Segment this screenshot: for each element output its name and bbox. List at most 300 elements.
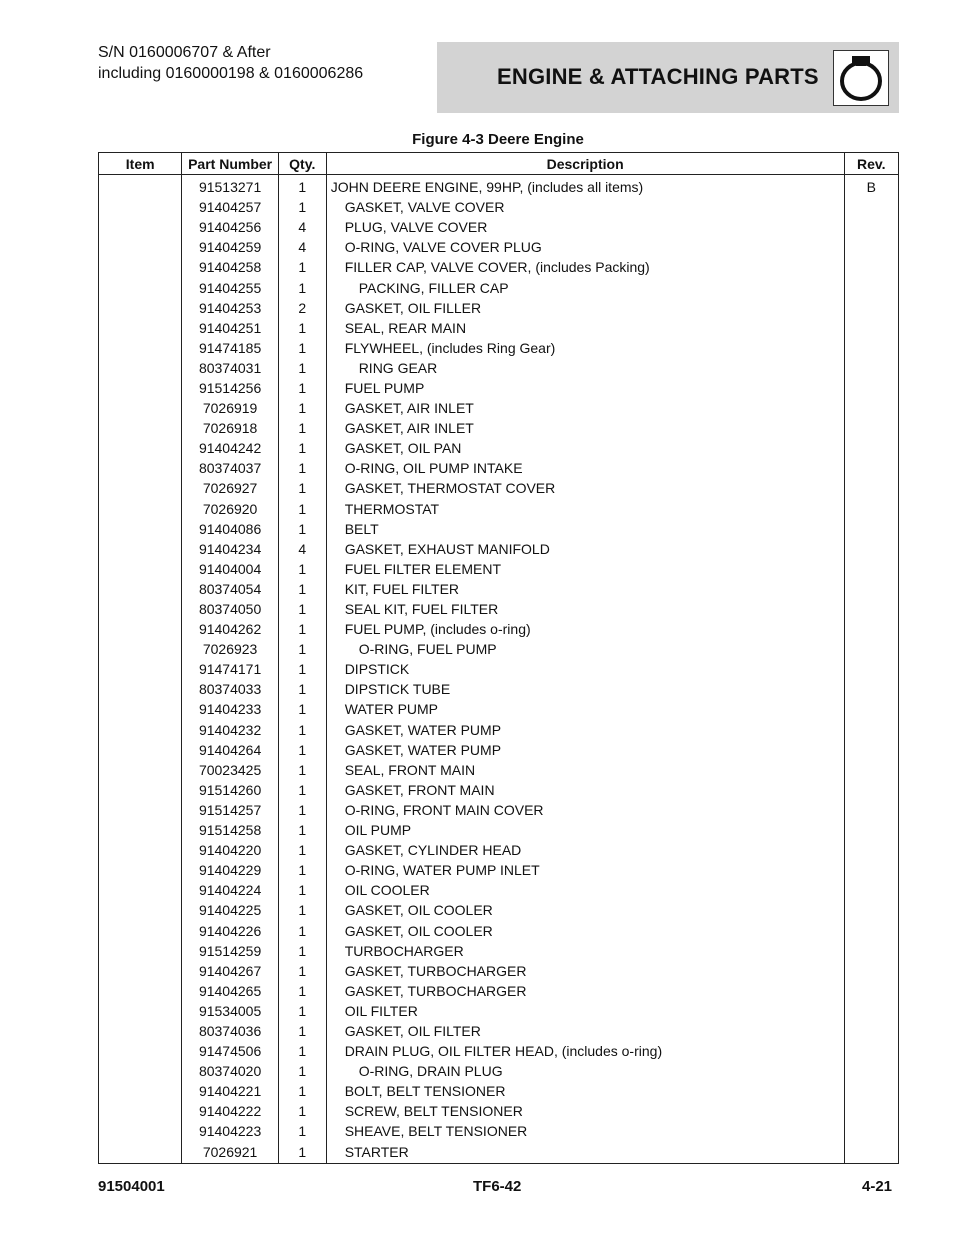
revision-cell <box>844 820 898 840</box>
part-number-cell: 80374054 <box>182 579 279 599</box>
table-row <box>99 720 899 740</box>
quantity-cell: 1 <box>278 941 326 961</box>
item-cell <box>99 780 182 800</box>
part-number-cell: 7026921 <box>182 1142 279 1164</box>
part-number-cell: 91404258 <box>182 257 279 277</box>
quantity-cell: 4 <box>278 237 326 257</box>
part-number-cell: 91404234 <box>182 539 279 559</box>
item-cell <box>99 478 182 498</box>
column-header-qty: Qty. <box>278 153 326 175</box>
item-cell <box>99 679 182 699</box>
description-cell: BOLT, BELT TENSIONER <box>326 1081 844 1101</box>
revision-cell <box>844 699 898 719</box>
description-cell: SCREW, BELT TENSIONER <box>326 1101 844 1121</box>
description-cell: GASKET, TURBOCHARGER <box>326 981 844 1001</box>
part-number-cell: 91404256 <box>182 217 279 237</box>
quantity-cell: 1 <box>278 619 326 639</box>
description-cell: GASKET, OIL COOLER <box>326 900 844 920</box>
item-cell <box>99 237 182 257</box>
revision-cell <box>844 740 898 760</box>
part-number-cell: 80374037 <box>182 458 279 478</box>
revision-cell <box>844 981 898 1001</box>
quantity-cell: 1 <box>278 860 326 880</box>
section-title: ENGINE & ATTACHING PARTS <box>497 64 819 89</box>
description-cell: FUEL FILTER ELEMENT <box>326 559 844 579</box>
revision-cell <box>844 840 898 860</box>
revision-cell <box>844 257 898 277</box>
item-cell <box>99 820 182 840</box>
table-row <box>99 1021 899 1041</box>
revision-cell <box>844 298 898 318</box>
part-number-cell: 91514258 <box>182 820 279 840</box>
description-cell: SHEAVE, BELT TENSIONER <box>326 1121 844 1141</box>
item-cell <box>99 619 182 639</box>
description-cell: GASKET, VALVE COVER <box>326 197 844 217</box>
quantity-cell: 1 <box>278 880 326 900</box>
description-cell: O-RING, FRONT MAIN COVER <box>326 800 844 820</box>
quantity-cell: 1 <box>278 1081 326 1101</box>
item-cell <box>99 378 182 398</box>
item-cell <box>99 941 182 961</box>
quantity-cell: 1 <box>278 438 326 458</box>
table-row <box>99 519 899 539</box>
part-number-cell: 91404220 <box>182 840 279 860</box>
table-row <box>99 900 899 920</box>
revision-cell <box>844 418 898 438</box>
part-number-cell: 91514256 <box>182 378 279 398</box>
description-cell: THERMOSTAT <box>326 499 844 519</box>
parts-table <box>98 152 899 1164</box>
part-number-cell: 91404229 <box>182 860 279 880</box>
revision-cell <box>844 539 898 559</box>
serial-number-info <box>98 42 363 84</box>
quantity-cell: 1 <box>278 639 326 659</box>
part-number-cell: 91404226 <box>182 920 279 940</box>
revision-cell <box>844 1101 898 1121</box>
quantity-cell: 1 <box>278 840 326 860</box>
part-number-cell: 80374036 <box>182 1021 279 1041</box>
revision-cell <box>844 519 898 539</box>
description-cell: GASKET, OIL FILLER <box>326 298 844 318</box>
part-number-cell: 91404225 <box>182 900 279 920</box>
table-row <box>99 338 899 358</box>
quantity-cell: 1 <box>278 1142 326 1164</box>
quantity-cell: 1 <box>278 358 326 378</box>
part-number-cell: 91404223 <box>182 1121 279 1141</box>
description-cell: GASKET, EXHAUST MANIFOLD <box>326 539 844 559</box>
column-header-item: Item <box>99 153 182 175</box>
table-row <box>99 880 899 900</box>
item-cell <box>99 318 182 338</box>
quantity-cell: 1 <box>278 1041 326 1061</box>
part-number-cell: 91404224 <box>182 880 279 900</box>
quantity-cell: 1 <box>278 579 326 599</box>
part-number-cell: 7026923 <box>182 639 279 659</box>
table-row <box>99 277 899 297</box>
revision-cell <box>844 237 898 257</box>
revision-cell <box>844 760 898 780</box>
table-row <box>99 981 899 1001</box>
table-row <box>99 237 899 257</box>
part-number-cell: 91474506 <box>182 1041 279 1061</box>
revision-cell <box>844 860 898 880</box>
item-cell <box>99 175 182 198</box>
table-row <box>99 499 899 519</box>
item-cell <box>99 338 182 358</box>
item-cell <box>99 699 182 719</box>
item-cell <box>99 920 182 940</box>
item-cell <box>99 1001 182 1021</box>
quantity-cell: 1 <box>278 981 326 1001</box>
part-number-cell: 7026919 <box>182 398 279 418</box>
part-number-cell: 91404264 <box>182 740 279 760</box>
part-number-cell: 91514260 <box>182 780 279 800</box>
description-cell: GASKET, OIL COOLER <box>326 920 844 940</box>
quantity-cell: 1 <box>278 277 326 297</box>
table-row <box>99 800 899 820</box>
description-cell: FUEL PUMP, (includes o-ring) <box>326 619 844 639</box>
item-cell <box>99 458 182 478</box>
part-number-cell: 91534005 <box>182 1001 279 1021</box>
description-cell: DIPSTICK <box>326 659 844 679</box>
table-row <box>99 920 899 940</box>
description-cell: O-RING, VALVE COVER PLUG <box>326 237 844 257</box>
part-number-cell: 91404259 <box>182 237 279 257</box>
table-row <box>99 458 899 478</box>
table-row <box>99 820 899 840</box>
part-number-cell: 91404267 <box>182 961 279 981</box>
item-cell <box>99 760 182 780</box>
item-cell <box>99 277 182 297</box>
revision-cell <box>844 318 898 338</box>
description-cell: SEAL, REAR MAIN <box>326 318 844 338</box>
quantity-cell: 1 <box>278 559 326 579</box>
item-cell <box>99 519 182 539</box>
table-row <box>99 599 899 619</box>
item-cell <box>99 900 182 920</box>
table-row <box>99 438 899 458</box>
table-row <box>99 418 899 438</box>
quantity-cell: 1 <box>278 418 326 438</box>
quantity-cell: 1 <box>278 900 326 920</box>
revision-cell <box>844 1061 898 1081</box>
part-number-cell: 91514259 <box>182 941 279 961</box>
description-cell: O-RING, FUEL PUMP <box>326 639 844 659</box>
revision-cell <box>844 358 898 378</box>
part-number-cell: 80374033 <box>182 679 279 699</box>
revision-cell <box>844 1001 898 1021</box>
quantity-cell: 1 <box>278 458 326 478</box>
revision-cell <box>844 1081 898 1101</box>
table-row <box>99 659 899 679</box>
item-cell <box>99 559 182 579</box>
part-number-cell: 91404262 <box>182 619 279 639</box>
column-header-rev: Rev. <box>844 153 898 175</box>
quantity-cell: 1 <box>278 720 326 740</box>
part-number-cell: 91474171 <box>182 659 279 679</box>
table-row <box>99 217 899 237</box>
quantity-cell: 1 <box>278 398 326 418</box>
engine-icon <box>833 50 889 106</box>
quantity-cell: 1 <box>278 780 326 800</box>
revision-cell <box>844 679 898 699</box>
quantity-cell: 2 <box>278 298 326 318</box>
revision-cell <box>844 720 898 740</box>
part-number-cell: 91404232 <box>182 720 279 740</box>
item-cell <box>99 981 182 1001</box>
description-cell: FILLER CAP, VALVE COVER, (includes Packing) <box>326 257 844 277</box>
description-cell: SEAL, FRONT MAIN <box>326 760 844 780</box>
description-cell: KIT, FUEL FILTER <box>326 579 844 599</box>
table-header-row <box>99 153 899 175</box>
table-row <box>99 478 899 498</box>
footer-model: TF6-42 <box>473 1178 522 1195</box>
quantity-cell: 1 <box>278 378 326 398</box>
item-cell <box>99 257 182 277</box>
table-row <box>99 318 899 338</box>
item-cell <box>99 418 182 438</box>
revision-cell <box>844 277 898 297</box>
description-cell: WATER PUMP <box>326 699 844 719</box>
description-cell: GASKET, TURBOCHARGER <box>326 961 844 981</box>
item-cell <box>99 499 182 519</box>
revision-cell <box>844 880 898 900</box>
revision-cell <box>844 920 898 940</box>
table-row <box>99 760 899 780</box>
item-cell <box>99 539 182 559</box>
part-number-cell: 80374031 <box>182 358 279 378</box>
table-row <box>99 679 899 699</box>
item-cell <box>99 217 182 237</box>
quantity-cell: 1 <box>278 318 326 338</box>
quantity-cell: 1 <box>278 760 326 780</box>
part-number-cell: 91404221 <box>182 1081 279 1101</box>
item-cell <box>99 1021 182 1041</box>
revision-cell <box>844 941 898 961</box>
table-row <box>99 358 899 378</box>
item-cell <box>99 659 182 679</box>
description-cell: OIL PUMP <box>326 820 844 840</box>
section-banner <box>437 42 899 113</box>
part-number-cell: 7026927 <box>182 478 279 498</box>
table-row <box>99 1061 899 1081</box>
item-cell <box>99 298 182 318</box>
revision-cell <box>844 1142 898 1164</box>
part-number-cell: 91404242 <box>182 438 279 458</box>
quantity-cell: 1 <box>278 338 326 358</box>
item-cell <box>99 1081 182 1101</box>
description-cell: GASKET, AIR INLET <box>326 398 844 418</box>
revision-cell <box>844 458 898 478</box>
revision-cell <box>844 378 898 398</box>
revision-cell <box>844 659 898 679</box>
table-row <box>99 639 899 659</box>
part-number-cell: 91404004 <box>182 559 279 579</box>
footer-page-number: 4-21 <box>862 1178 893 1195</box>
description-cell: GASKET, WATER PUMP <box>326 720 844 740</box>
description-cell: SEAL KIT, FUEL FILTER <box>326 599 844 619</box>
part-number-cell: 80374050 <box>182 599 279 619</box>
revision-cell <box>844 398 898 418</box>
description-cell: PACKING, FILLER CAP <box>326 277 844 297</box>
quantity-cell: 1 <box>278 175 326 198</box>
table-row <box>99 840 899 860</box>
item-cell <box>99 1121 182 1141</box>
item-cell <box>99 398 182 418</box>
quantity-cell: 1 <box>278 961 326 981</box>
quantity-cell: 1 <box>278 1061 326 1081</box>
item-cell <box>99 961 182 981</box>
part-number-cell: 91514257 <box>182 800 279 820</box>
table-row <box>99 378 899 398</box>
quantity-cell: 1 <box>278 1001 326 1021</box>
table-row <box>99 780 899 800</box>
item-cell <box>99 720 182 740</box>
item-cell <box>99 860 182 880</box>
quantity-cell: 1 <box>278 499 326 519</box>
table-row <box>99 197 899 217</box>
table-row <box>99 1001 899 1021</box>
description-cell: GASKET, FRONT MAIN <box>326 780 844 800</box>
description-cell: GASKET, WATER PUMP <box>326 740 844 760</box>
description-cell: GASKET, OIL FILTER <box>326 1021 844 1041</box>
column-header-part-number: Part Number <box>182 153 279 175</box>
figure-title: Figure 4-3 Deere Engine <box>412 131 584 148</box>
quantity-cell: 1 <box>278 257 326 277</box>
part-number-cell: 70023425 <box>182 760 279 780</box>
part-number-cell: 91404265 <box>182 981 279 1001</box>
part-number-cell: 91513271 <box>182 175 279 198</box>
item-cell <box>99 880 182 900</box>
table-row <box>99 860 899 880</box>
revision-cell <box>844 217 898 237</box>
table-row <box>99 941 899 961</box>
quantity-cell: 1 <box>278 478 326 498</box>
part-number-cell: 7026920 <box>182 499 279 519</box>
table-row <box>99 1081 899 1101</box>
table-row <box>99 1121 899 1141</box>
revision-cell <box>844 780 898 800</box>
revision-cell <box>844 800 898 820</box>
quantity-cell: 1 <box>278 197 326 217</box>
revision-cell <box>844 1021 898 1041</box>
part-number-cell: 91404233 <box>182 699 279 719</box>
description-cell: DRAIN PLUG, OIL FILTER HEAD, (includes o-ring) <box>326 1041 844 1061</box>
item-cell <box>99 740 182 760</box>
serial-line-2: including 0160000198 & 0160006286 <box>98 65 364 82</box>
quantity-cell: 1 <box>278 920 326 940</box>
item-cell <box>99 197 182 217</box>
part-number-cell: 7026918 <box>182 418 279 438</box>
quantity-cell: 4 <box>278 217 326 237</box>
footer-doc-number: 91504001 <box>98 1178 165 1195</box>
description-cell: GASKET, AIR INLET <box>326 418 844 438</box>
revision-cell <box>844 961 898 981</box>
quantity-cell: 4 <box>278 539 326 559</box>
revision-cell <box>844 197 898 217</box>
quantity-cell: 1 <box>278 1021 326 1041</box>
part-number-cell: 91404257 <box>182 197 279 217</box>
serial-line-1: S/N 0160006707 & After <box>98 44 271 61</box>
revision-cell <box>844 1121 898 1141</box>
table-row <box>99 1101 899 1121</box>
part-number-cell: 80374020 <box>182 1061 279 1081</box>
revision-cell <box>844 438 898 458</box>
table-row <box>99 619 899 639</box>
revision-cell: B <box>844 175 898 198</box>
revision-cell <box>844 619 898 639</box>
item-cell <box>99 1101 182 1121</box>
description-cell: RING GEAR <box>326 358 844 378</box>
table-row <box>99 579 899 599</box>
item-cell <box>99 840 182 860</box>
table-row <box>99 740 899 760</box>
quantity-cell: 1 <box>278 679 326 699</box>
table-row <box>99 539 899 559</box>
revision-cell <box>844 559 898 579</box>
quantity-cell: 1 <box>278 1101 326 1121</box>
description-cell: TURBOCHARGER <box>326 941 844 961</box>
part-number-cell: 91404086 <box>182 519 279 539</box>
item-cell <box>99 358 182 378</box>
table-row <box>99 175 899 198</box>
revision-cell <box>844 900 898 920</box>
revision-cell <box>844 599 898 619</box>
revision-cell <box>844 499 898 519</box>
table-row <box>99 398 899 418</box>
part-number-cell: 91404253 <box>182 298 279 318</box>
table-row <box>99 961 899 981</box>
item-cell <box>99 639 182 659</box>
description-cell: JOHN DEERE ENGINE, 99HP, (includes all items) <box>326 175 844 198</box>
quantity-cell: 1 <box>278 820 326 840</box>
revision-cell <box>844 579 898 599</box>
description-cell: PLUG, VALVE COVER <box>326 217 844 237</box>
quantity-cell: 1 <box>278 659 326 679</box>
quantity-cell: 1 <box>278 800 326 820</box>
table-row <box>99 1041 899 1061</box>
part-number-cell: 91474185 <box>182 338 279 358</box>
description-cell: O-RING, OIL PUMP INTAKE <box>326 458 844 478</box>
part-number-cell: 91404251 <box>182 318 279 338</box>
parts-table-body <box>99 175 899 1164</box>
description-cell: BELT <box>326 519 844 539</box>
description-cell: O-RING, WATER PUMP INLET <box>326 860 844 880</box>
description-cell: FLYWHEEL, (includes Ring Gear) <box>326 338 844 358</box>
description-cell: DIPSTICK TUBE <box>326 679 844 699</box>
item-cell <box>99 1061 182 1081</box>
description-cell: GASKET, CYLINDER HEAD <box>326 840 844 860</box>
description-cell: OIL COOLER <box>326 880 844 900</box>
part-number-cell: 91404222 <box>182 1101 279 1121</box>
item-cell <box>99 438 182 458</box>
description-cell: STARTER <box>326 1142 844 1164</box>
revision-cell <box>844 338 898 358</box>
item-cell <box>99 800 182 820</box>
description-cell: OIL FILTER <box>326 1001 844 1021</box>
table-row <box>99 298 899 318</box>
revision-cell <box>844 1041 898 1061</box>
table-row <box>99 1142 899 1164</box>
part-number-cell: 91404255 <box>182 277 279 297</box>
description-cell: GASKET, THERMOSTAT COVER <box>326 478 844 498</box>
quantity-cell: 1 <box>278 740 326 760</box>
description-cell: FUEL PUMP <box>326 378 844 398</box>
item-cell <box>99 1041 182 1061</box>
quantity-cell: 1 <box>278 699 326 719</box>
item-cell <box>99 599 182 619</box>
revision-cell <box>844 478 898 498</box>
